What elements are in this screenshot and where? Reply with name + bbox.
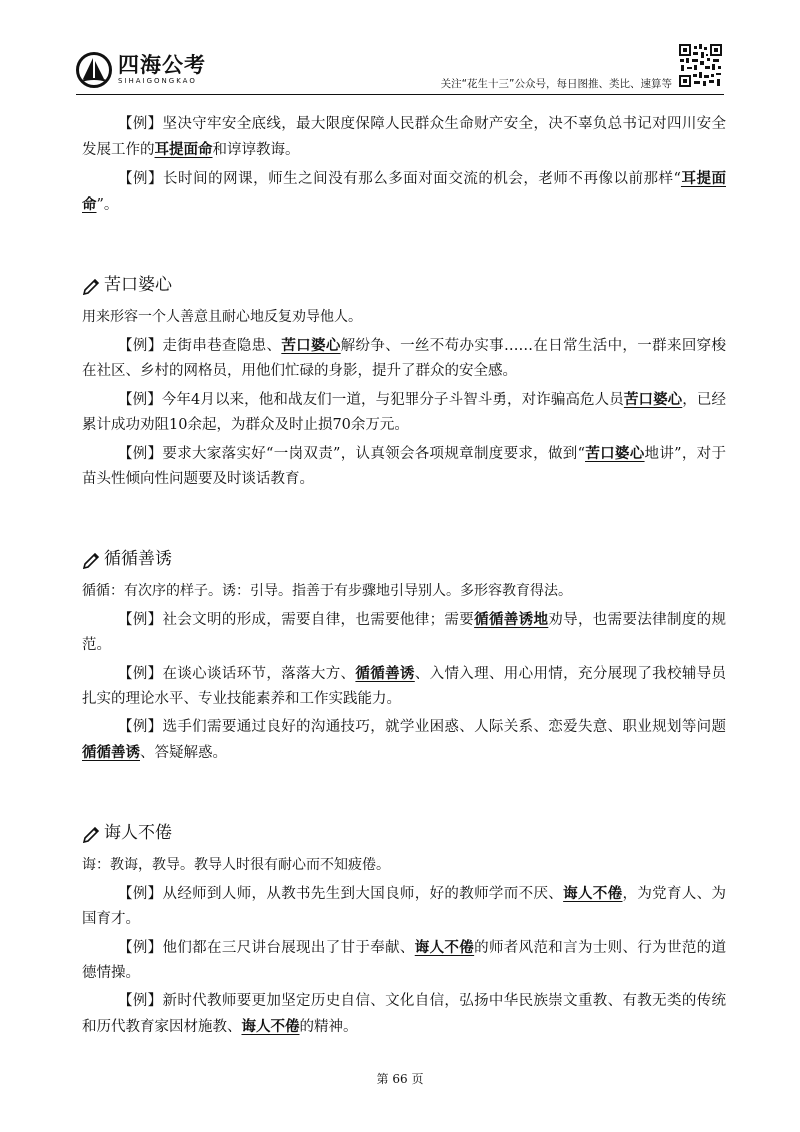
qr-code-icon [679, 44, 722, 87]
idiom-keyword: 苦口婆心 [585, 445, 645, 462]
example-paragraph: 【例】走街串巷查隐患、苦口婆心解纷争、一丝不苟办实事……在日常生活中，一群来回穿梭在社区、乡村的网格员，用他们忙碌的身影，提升了群众的安全感。 [82, 337, 727, 379]
idiom-keyword: 循循善诱 [355, 665, 415, 682]
idiom-keyword: 耳提面命 [154, 141, 213, 158]
example-paragraph: 【例】从经师到人师，从教书先生到大国良师，好的教师学而不厌、诲人不倦，为党育人、为国育才。 [82, 885, 727, 927]
page-number: 第 66 页 [376, 1072, 424, 1086]
idiom-definition: 循循：有次序的样子。诱：引导。指善于有步骤地引导别人。多形容教育得法。 [82, 583, 572, 599]
pencil-icon [82, 275, 102, 295]
example-paragraph: 【例】选手们需要通过良好的沟通技巧，就学业困惑、人际关系、恋爱失意、职业规划等问题循循善诱、答疑解惑。 [82, 719, 726, 761]
idiom-keyword: 耳提面命 [82, 170, 726, 213]
idiom-keyword: 循循善诱 [82, 744, 140, 761]
idiom-keyword: 循循善诱地 [474, 611, 549, 628]
example-paragraph: 【例】长时间的网课，师生之间没有那么多面对面交流的机会，老师不再像以前那样“耳提面命”。 [82, 170, 726, 213]
idiom-heading [82, 273, 726, 297]
pencil-icon [82, 549, 102, 569]
idiom-definition: 诲：教诲，教导。教导人时很有耐心而不知疲倦。 [82, 857, 390, 873]
idiom-definition: 用来形容一个人善意且耐心地反复劝导他人。 [82, 309, 362, 325]
page-content [82, 112, 726, 1043]
sail-logo-icon [76, 52, 112, 88]
idiom-heading [82, 821, 726, 845]
idiom-keyword: 苦口婆心 [281, 337, 341, 354]
logo-english-name: SIHAIGONGKAO [118, 77, 197, 85]
page-header [0, 0, 800, 100]
idiom-title-text: 苦口婆心 [104, 275, 172, 295]
example-paragraph: 【例】在谈心谈话环节，落落大方、循循善诱、入情入理、用心用情，充分展现了我校辅导员扎实的理论水平、专业技能素养和工作实践能力。 [82, 665, 727, 707]
pencil-icon [82, 823, 102, 843]
example-paragraph: 【例】社会文明的形成，需要自律，也需要他律；需要循循善诱地劝导，也需要法律制度的规范。 [82, 611, 727, 653]
example-paragraph: 【例】新时代教师要更加坚定历史自信、文化自信，弘扬中华民族崇文重教、有教无类的传统和历代教育家因材施教、诲人不倦的精神。 [82, 993, 726, 1035]
example-paragraph: 【例】坚决守牢安全底线，最大限度保障人民群众生命财产安全，决不辜负总书记对四川安全发展工作的耳提面命和谆谆教诲。 [82, 116, 726, 158]
logo-chinese-name: 四海公考 [118, 53, 206, 77]
example-paragraph: 【例】今年4月以来，他和战友们一道，与犯罪分子斗智斗勇，对诈骗高危人员苦口婆心，已经累计成功劝阻10余起，为群众及时止损70余万元。 [82, 391, 727, 433]
idiom-title-text: 诲人不倦 [104, 823, 172, 843]
brand-logo [76, 52, 206, 88]
example-paragraph: 【例】要求大家落实好“一岗双责”，认真领会各项规章制度要求，做到“苦口婆心地讲”，对于苗头性倾向性问题要及时谈话教育。 [82, 445, 726, 487]
header-divider [76, 94, 724, 95]
idiom-keyword: 苦口婆心 [623, 391, 683, 408]
promo-text: 关注“花生十三”公众号，每日图推、类比、速算等 [440, 78, 672, 90]
idiom-title-text: 循循善诱 [104, 549, 172, 569]
idiom-keyword: 诲人不倦 [241, 1018, 300, 1035]
idiom-keyword: 诲人不倦 [414, 939, 475, 956]
idiom-heading [82, 547, 726, 571]
example-paragraph: 【例】他们都在三尺讲台展现出了甘于奉献、诲人不倦的师者风范和言为士则、行为世范的道德情操。 [82, 939, 727, 981]
idiom-keyword: 诲人不倦 [563, 885, 623, 902]
